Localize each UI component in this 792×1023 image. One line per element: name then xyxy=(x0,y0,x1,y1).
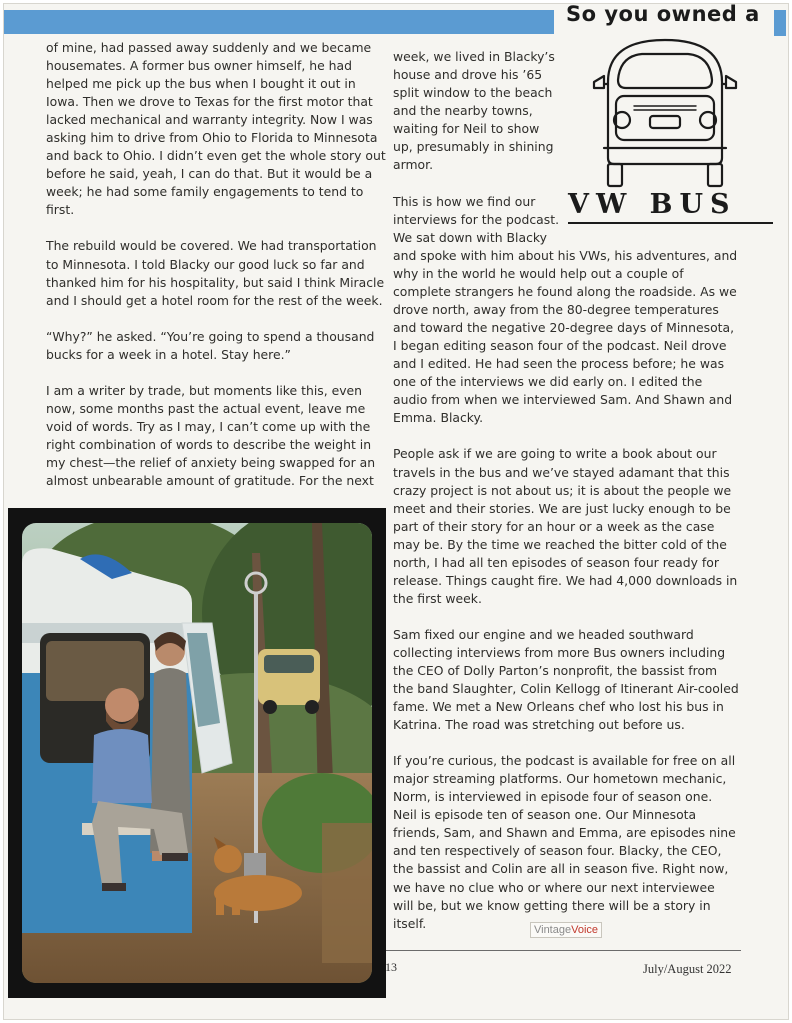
paragraph: People ask if we are going to write a book about our travels in the bus and we’ve stayed adamant that this crazy project is not about us; it is about the people we meet and their stories. We are just lucky enough to be part of their story for an hour or a week as the case may be. By the time we reached the bitter cold of the north, I had all ten episodes of season four ready for release. Things caught fire. We had 4,000 downloads in the first week. xyxy=(393,446,738,606)
header-color-band xyxy=(4,10,554,34)
issue-date: July/August 2022 xyxy=(643,962,732,976)
vw-bus-icon xyxy=(590,36,740,192)
end-mark-part-vintage: Vintage xyxy=(533,924,572,936)
paragraph-start: This is how we find our interviews for the podcast. We sat down with Blacky xyxy=(393,194,560,246)
paragraph: Sam fixed our engine and we headed southward collecting interviews from more Bus owners including the CEO of Dolly Parton’s nonprofit, the bassist from the band Slaughter, Colin Kellogg of Itinerant Air-cooled fame. We met a New Orleans chef who lost his bus in Katrina. The road was stretching out before us. xyxy=(393,626,739,733)
paragraph: The rebuild would be covered. We had transportation to Minnesota. I told Blacky our good luck so far and thanked him for his hospitality, but said I think Miracle and I should get a hotel room for the rest of the week. xyxy=(46,238,385,308)
header-color-band-right xyxy=(774,10,786,36)
paragraph: of mine, had passed away suddenly and we became housemates. A former bus owner himself, he had helped me pick up the bus when I bought it out in Iowa. Then we drove to Texas for the first motor that lacked mechanical and warranty integrity. Now I was asking him to drive from Ohio to Florida to Minnesota and back to Ohio. I didn’t even get the whole story out before he said, yeah, I can do that. But it would be a week; he had some family engagements to tend to first. xyxy=(46,40,386,218)
right-text-column-lead xyxy=(393,193,567,247)
left-text-column xyxy=(46,39,386,490)
vintage-voice-end-mark xyxy=(530,922,602,938)
couple-with-vw-bus-photo xyxy=(22,523,372,983)
paragraph: and spoke with him about his VWs, his adventures, and why in the world he would help out a couple of complete strangers he found along the roadside. As we drove north, away from the 80-degree temperatures and toward the negative 20-degree days of Minnesota, I began editing season four of the podcast. Neil drove and I edited. He had seen the process before; he was one of the interviews we did early on. I edited the audio from when we interviewed Sam. And Shawn and Emma. Blacky. xyxy=(393,248,738,426)
paragraph: “Why?” he asked. “You’re going to spend a thousand bucks for a week in a hotel. Stay here.” xyxy=(46,328,375,362)
column-logo-vw-bus: VW BUS xyxy=(568,189,773,224)
photo-frame xyxy=(8,508,386,998)
footer-rule xyxy=(386,950,741,951)
right-text-column xyxy=(393,247,739,933)
right-text-column-top xyxy=(393,48,561,174)
paragraph: week, we lived in Blacky’s house and drove his ’65 split window to the beach and the nearby towns, waiting for Neil to show up, presumably in shining armor. xyxy=(393,49,555,173)
page-number: 13 xyxy=(385,960,397,974)
paragraph: If you’re curious, the podcast is available for free on all major streaming platforms. Our hometown mechanic, Norm, is interviewed in episode four of season one. Neil is episode ten of season one. Our Minnesota friends, Sam, and Shawn and Emma, are episodes nine and ten respectively of season four. Blacky, the CEO, the bassist and Colin are all in season five. Right now, we have no clue who or where our next interviewee will be, but we know getting there will be a story in itself. xyxy=(393,753,736,931)
column-logo-title: So you owned a xyxy=(566,2,760,26)
end-mark-part-voice: Voice xyxy=(571,924,599,936)
paragraph: I am a writer by trade, but moments like this, even now, some months past the actual event, leave me void of words. Try as I may, I can’t come up with the right combination of words to describe the weight in my chest—the relief of anxiety being swapped for an almost unbearable amount of gratitude. For the next xyxy=(46,382,376,488)
